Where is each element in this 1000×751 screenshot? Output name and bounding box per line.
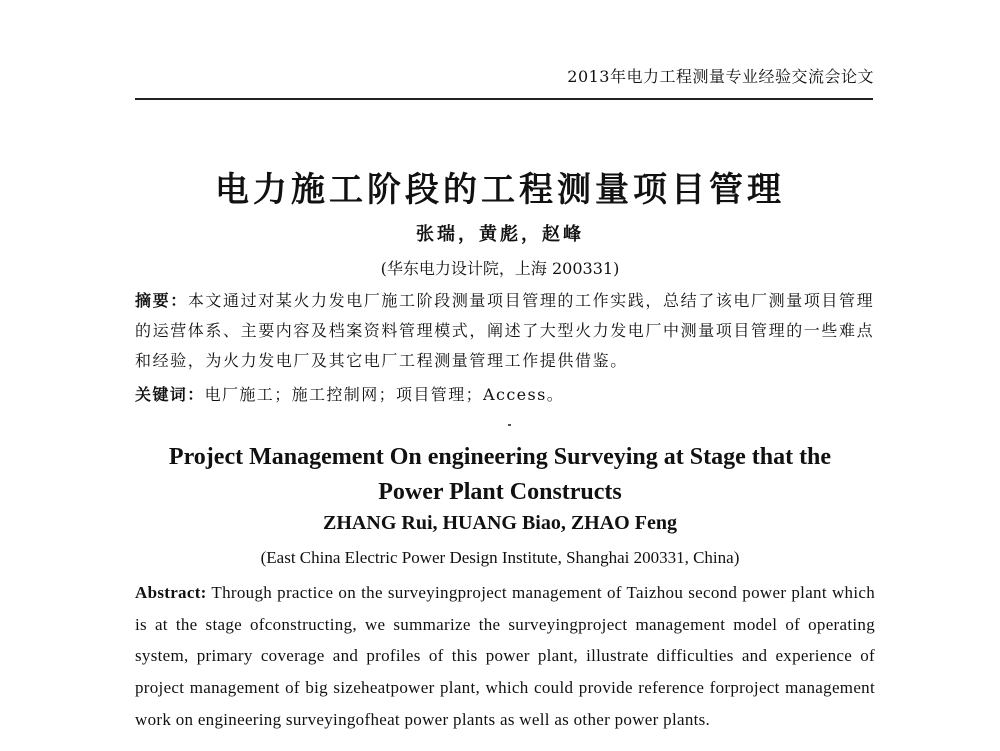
english-title-line-1: Project Management On engineering Surveying at Stage that the — [168, 444, 832, 470]
chinese-title: 电力施工阶段的工程测量项目管理 — [215, 170, 785, 210]
chinese-affiliation: (华东电力设计院，上海 200331) — [380, 259, 620, 278]
english-abstract-label: Abstract: — [135, 583, 207, 602]
english-authors: ZHANG Rui, HUANG Biao, ZHAO Feng — [323, 512, 677, 534]
scan-speck — [508, 424, 511, 426]
chinese-abstract-label: 摘要： — [135, 291, 188, 310]
chinese-authors: 张瑞，黄彪，赵峰 — [416, 224, 584, 245]
header-rule — [135, 98, 873, 100]
chinese-abstract — [135, 286, 877, 376]
chinese-keywords-text: 电厂施工；施工控制网；项目管理；Access。 — [204, 385, 565, 404]
chinese-abstract-text: 本文通过对某火力发电厂施工阶段测量项目管理的工作实践，总结了该电厂测量项目管理的运营体系、主要内容及档案资料管理模式，阐述了大型火力发电厂中测量项目管理的一些难点和经验，为火力发电厂及其它电厂工程测量管理工作提供借鉴。 — [135, 291, 875, 370]
english-abstract — [135, 577, 875, 736]
chinese-keywords-label: 关键词： — [135, 385, 205, 404]
english-affiliation: (East China Electric Power Design Institute, Shanghai 200331, China) — [260, 548, 740, 567]
english-title — [0, 440, 1000, 510]
english-title-line-2: Power Plant Constructs — [378, 479, 622, 505]
chinese-keywords — [135, 380, 877, 410]
running-header: 2013年电力工程测量专业经验交流会论文 — [567, 67, 874, 86]
english-abstract-text: Through practice on the surveyingproject management of Taizhou second power plant which is at the stage ofconstructing, we summarize the surveyingproject management model of operating system, primary coverage and profiles of this power plant, illustrate difficulties and experience of project management of big sizeheatpower plant, which could provide reference forproject management work on engineering surveyingofheat power plants as well as other power plants. — [135, 583, 876, 729]
